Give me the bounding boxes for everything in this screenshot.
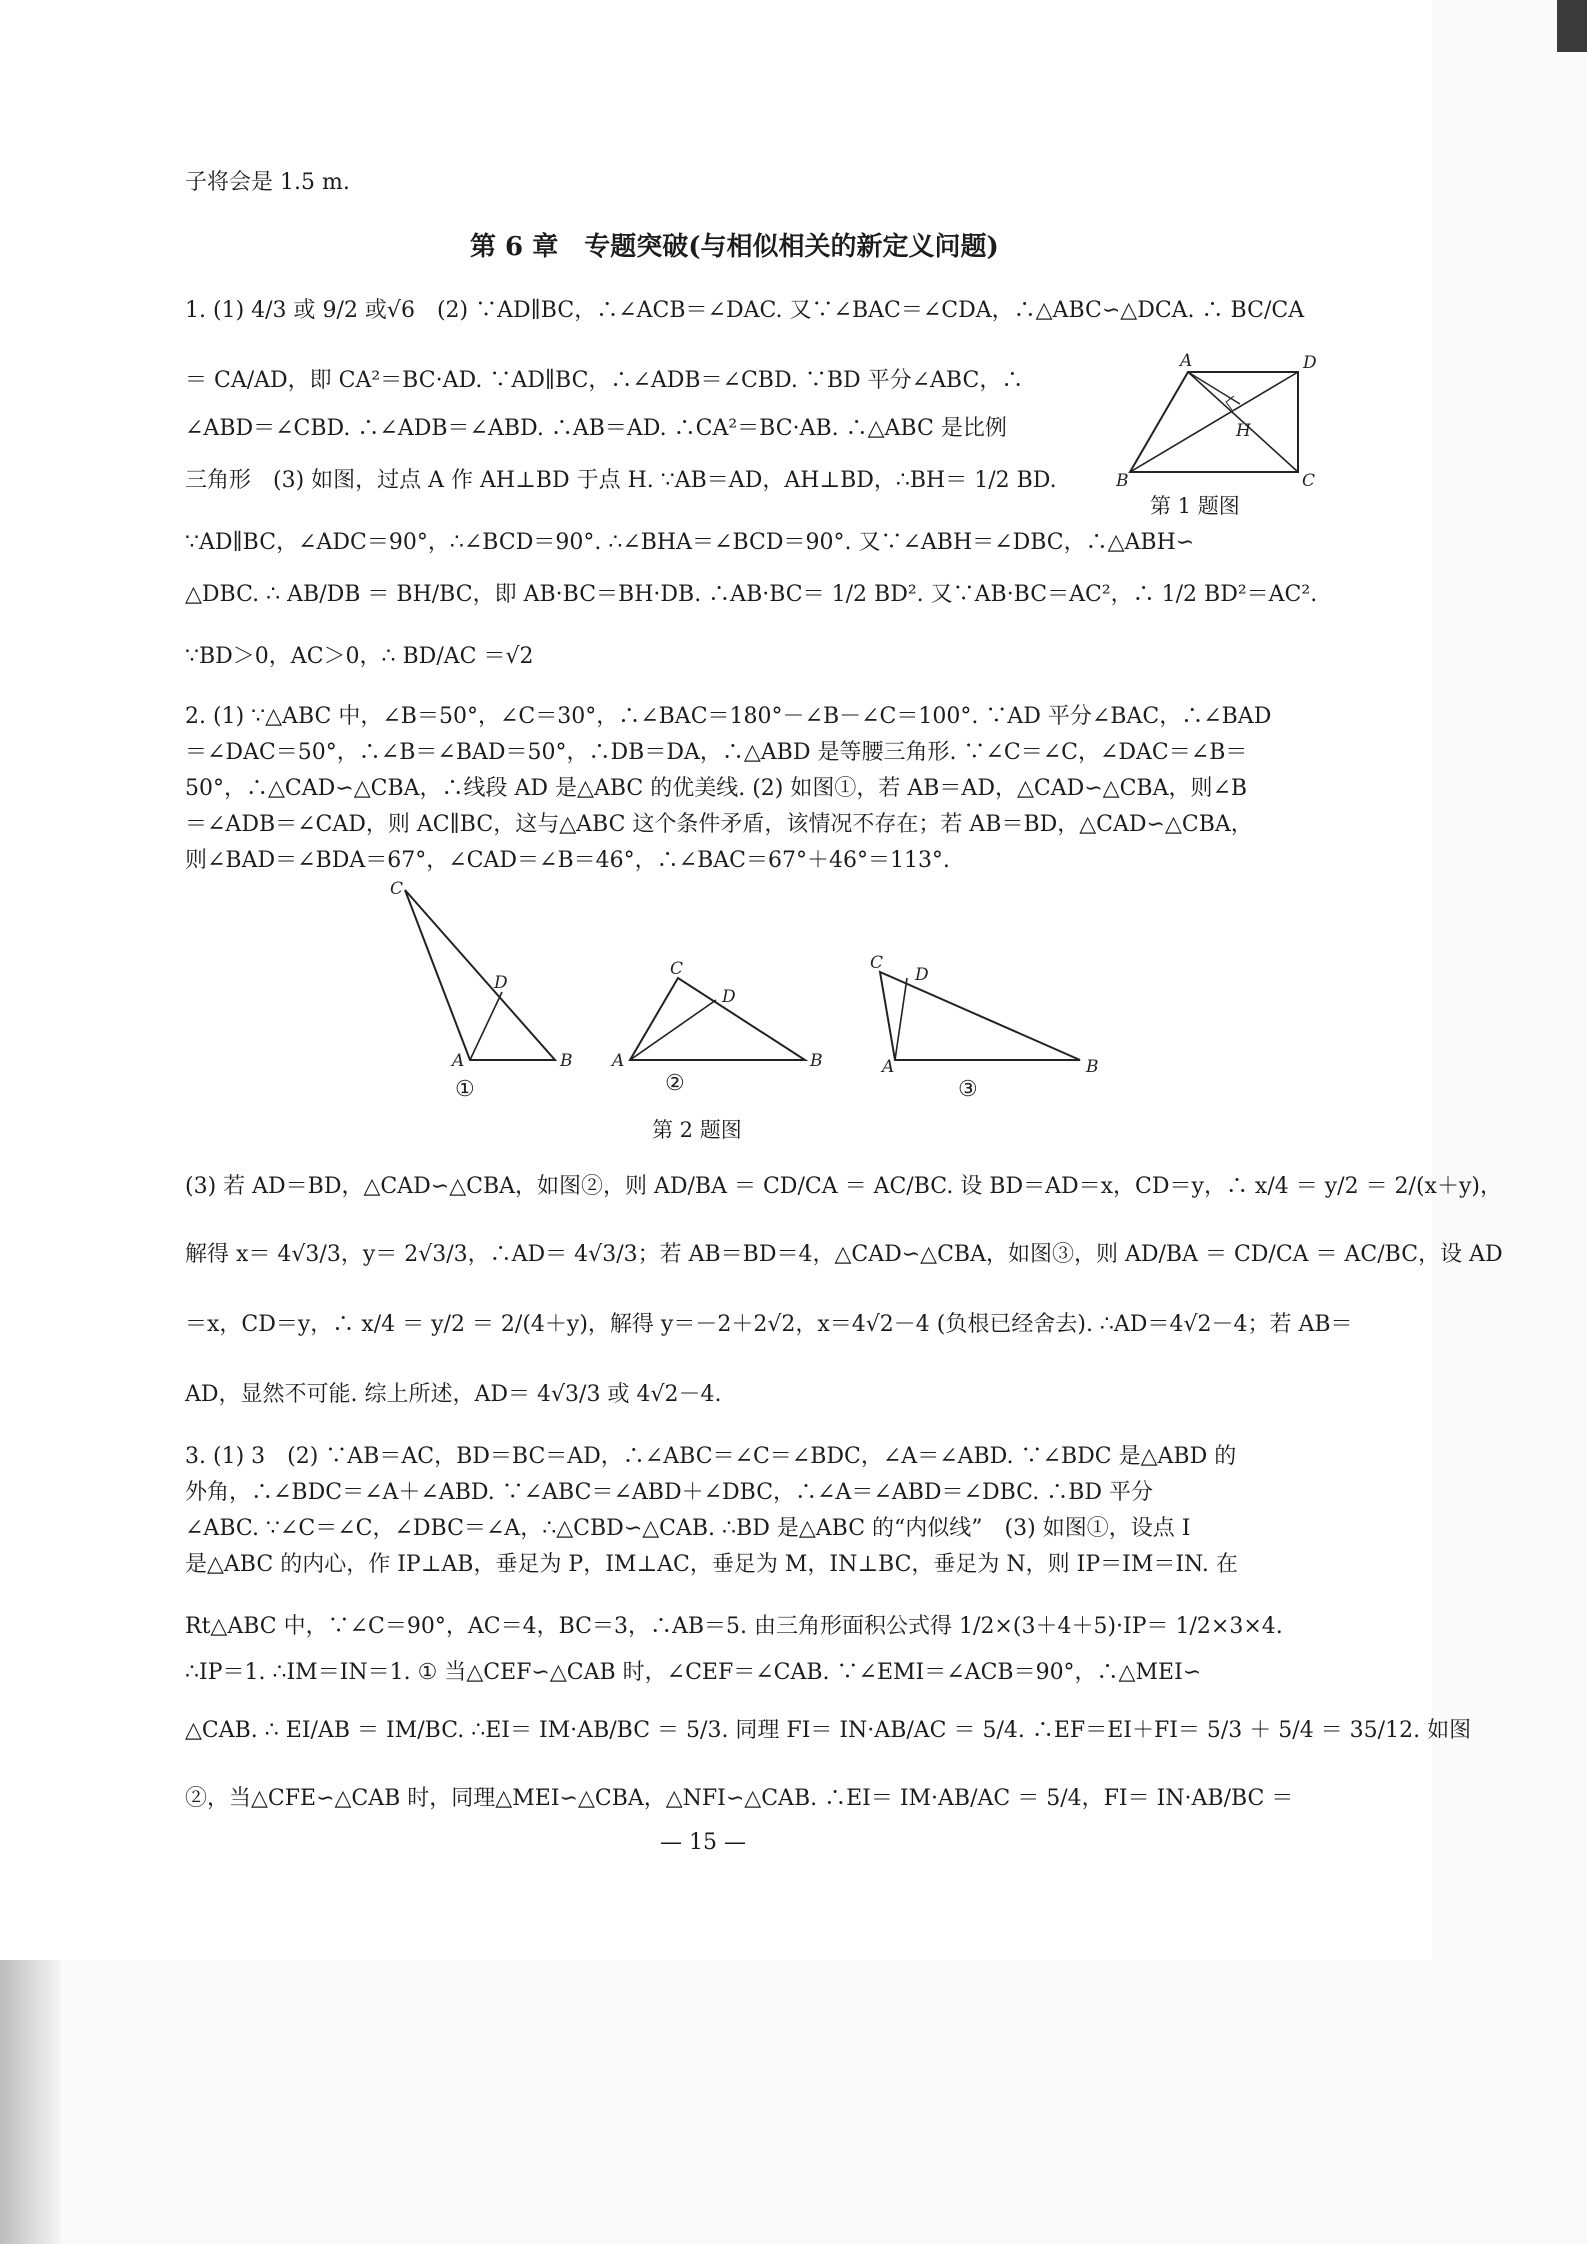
text-line: 2. (1) ∵△ABC 中，∠B＝50°，∠C＝30°，∴∠BAC＝180°－∠B－∠C＝100°. ∵AD 平分∠BAC，∴∠BAD (185, 704, 1272, 729)
text-line: ∵AD∥BC，∠ADC＝90°，∴∠BCD＝90°. ∴∠BHA＝∠BCD＝90°. 又∵∠ABH＝∠DBC，∴△ABH∽ (185, 530, 1195, 555)
text-line: ＝ CA/AD，即 CA²＝BC·AD. ∵AD∥BC，∴∠ADB＝∠CBD. ∵BD 平分∠ABC，∴ (185, 368, 1024, 393)
fig2-triangle-2 (630, 978, 805, 1060)
text-line: 1. (1) 4/3 或 9/2 或√6 (2) ∵AD∥BC，∴∠ACB＝∠DAC. 又∵∠BAC＝∠CDA，∴△ABC∽△DCA. ∴ BC/CA (185, 298, 1305, 323)
fig2-3-label-a: A (882, 1057, 895, 1077)
text-line: △CAB. ∴ EI/AB ＝ IM/BC. ∴EI＝ IM·AB/BC ＝ 5/3. 同理 FI＝ IN·AB/AC ＝ 5/4. ∴EF＝EI＋FI＝ 5/3 ＋ 5/4 ＝ 35/12. 如图 (185, 1718, 1472, 1743)
fig1-label-d: D (1303, 353, 1317, 373)
text-line: 3. (1) 3 (2) ∵AB＝AC，BD＝BC＝AD，∴∠ABC＝∠C＝∠BDC，∠A＝∠ABD. ∵∠BDC 是△ABD 的 (185, 1444, 1237, 1469)
fig2-1-label-c: C (390, 880, 404, 899)
scan-corner-shadow (1557, 0, 1587, 52)
figure-2-caption: 第 2 题图 (652, 1118, 742, 1142)
text-line: ＝∠DAC＝50°，∴∠B＝∠BAD＝50°，∴DB＝DA，∴△ABD 是等腰三角形. ∵∠C＝∠C，∠DAC＝∠B＝ (185, 740, 1248, 765)
text-line: (3) 若 AD＝BD，△CAD∽△CBA，如图②，则 AD/BA ＝ CD/CA ＝ AC/BC. 设 BD＝AD＝x，CD＝y，∴ x/4 ＝ y/2 ＝ 2/(x＋y)， (185, 1174, 1502, 1199)
fig1-ah (1188, 372, 1240, 404)
fig2-2-label-d: D (722, 987, 736, 1007)
fig1-diagonal-bd (1130, 372, 1298, 472)
text-line: ＝x，CD＝y，∴ x/4 ＝ y/2 ＝ 2/(4＋y)，解得 y＝－2＋2√2，x＝4√2－4 (负根已经舍去). ∴AD＝4√2－4；若 AB＝ (185, 1312, 1353, 1337)
text-line: ＝∠ADB＝∠CAD，则 AC∥BC，这与△ABC 这个条件矛盾，该情况不存在；若 AB＝BD，△CAD∽△CBA， (185, 812, 1253, 837)
fig2-segment-ad-3 (895, 978, 907, 1060)
fig1-label-c: C (1302, 471, 1316, 490)
fig2-triangle-1 (405, 890, 555, 1060)
text-line: 外角，∴∠BDC＝∠A＋∠ABD. ∵∠ABC＝∠ABD＋∠DBC，∴∠A＝∠ABD＝∠DBC. ∴BD 平分 (185, 1480, 1153, 1505)
text-line: ∴IP＝1. ∴IM＝IN＝1. ① 当△CEF∽△CAB 时，∠CEF＝∠CAB. ∵∠EMI＝∠ACB＝90°，∴△MEI∽ (185, 1660, 1202, 1685)
text-line: AD，显然不可能. 综上所述，AD＝ 4√3/3 或 4√2－4. (185, 1382, 722, 1407)
text-line: Rt△ABC 中，∵∠C＝90°，AC＝4，BC＝3，∴AB＝5. 由三角形面积公式得 1/2×(3＋4＋5)·IP＝ 1/2×3×4. (185, 1614, 1283, 1639)
text-line: ②，当△CFE∽△CAB 时，同理△MEI∽△CBA，△NFI∽△CAB. ∴EI＝ IM·AB/AC ＝ 5/4，FI＝ IN·AB/BC ＝ (185, 1786, 1294, 1811)
fig2-3-label-d: D (915, 965, 929, 985)
text-line: ∠ABD＝∠CBD. ∴∠ADB＝∠ABD. ∴AB＝AD. ∴CA²＝BC·AB. ∴△ABC 是比例 (185, 416, 1007, 441)
text-line: 50°，∴△CAD∽△CBA，∴线段 AD 是△ABC 的优美线. (2) 如图①，若 AB＝AD，△CAD∽△CBA，则∠B (185, 776, 1248, 801)
fig2-triangle-3 (880, 972, 1080, 1060)
fig1-label-b: B (1116, 471, 1129, 490)
page-number: — 15 — (660, 1830, 746, 1855)
fig2-segment-ad-2 (630, 1000, 716, 1060)
fig2-2-label-a: A (612, 1051, 625, 1071)
text-line: △DBC. ∴ AB/DB ＝ BH/BC，即 AB·BC＝BH·DB. ∴AB·BC＝ 1/2 BD². 又∵AB·BC＝AC²，∴ 1/2 BD²＝AC². (185, 582, 1318, 607)
fig2-2-label-c: C (670, 959, 684, 979)
text-line: 是△ABC 的内心，作 IP⊥AB，垂足为 P，IM⊥AC，垂足为 M，IN⊥BC，垂足为 N，则 IP＝IM＝IN. 在 (185, 1552, 1238, 1577)
fig2-1-label-a: A (452, 1051, 465, 1071)
fig2-number-3: ③ (958, 1077, 978, 1102)
fig2-2-label-b: B (810, 1051, 823, 1071)
figure-2 (380, 880, 1110, 1105)
fig1-label-a: A (1180, 351, 1193, 371)
fig2-number-1: ① (455, 1077, 475, 1102)
scan-edge-shadow (0, 1960, 60, 2244)
text-line: 三角形 (3) 如图，过点 A 作 AH⊥BD 于点 H. ∵AB＝AD，AH⊥BD，∴BH＝ 1/2 BD. (185, 468, 1057, 493)
text-line: ∠ABC. ∵∠C＝∠C，∠DBC＝∠A，∴△CBD∽△CAB. ∴BD 是△ABC 的“内似线” (3) 如图①，设点 I (185, 1516, 1191, 1541)
fig1-label-h: H (1236, 421, 1251, 441)
fig2-segment-ad-1 (470, 992, 502, 1060)
figure-1 (1108, 350, 1338, 490)
chapter-title: 第 6 章 专题突破(与相似相关的新定义问题) (470, 232, 999, 262)
figure-1-caption: 第 1 题图 (1150, 494, 1240, 518)
fig2-1-label-b: B (560, 1051, 573, 1071)
text-line: 则∠BAD＝∠BDA＝67°，∠CAD＝∠B＝46°，∴∠BAC＝67°＋46°＝113°. (185, 848, 950, 873)
top-line: 子将会是 1.5 m. (185, 170, 350, 195)
text-line: 解得 x＝ 4√3/3，y＝ 2√3/3，∴AD＝ 4√3/3；若 AB＝BD＝4，△CAD∽△CBA，如图③，则 AD/BA ＝ CD/CA ＝ AC/BC，设 AD (185, 1242, 1503, 1267)
fig2-number-2: ② (665, 1071, 685, 1096)
fig2-3-label-c: C (870, 953, 884, 973)
fig2-3-label-b: B (1086, 1057, 1099, 1077)
text-line: ∵BD＞0，AC＞0，∴ BD/AC ＝√2 (185, 644, 534, 669)
fig2-1-label-d: D (494, 973, 508, 993)
